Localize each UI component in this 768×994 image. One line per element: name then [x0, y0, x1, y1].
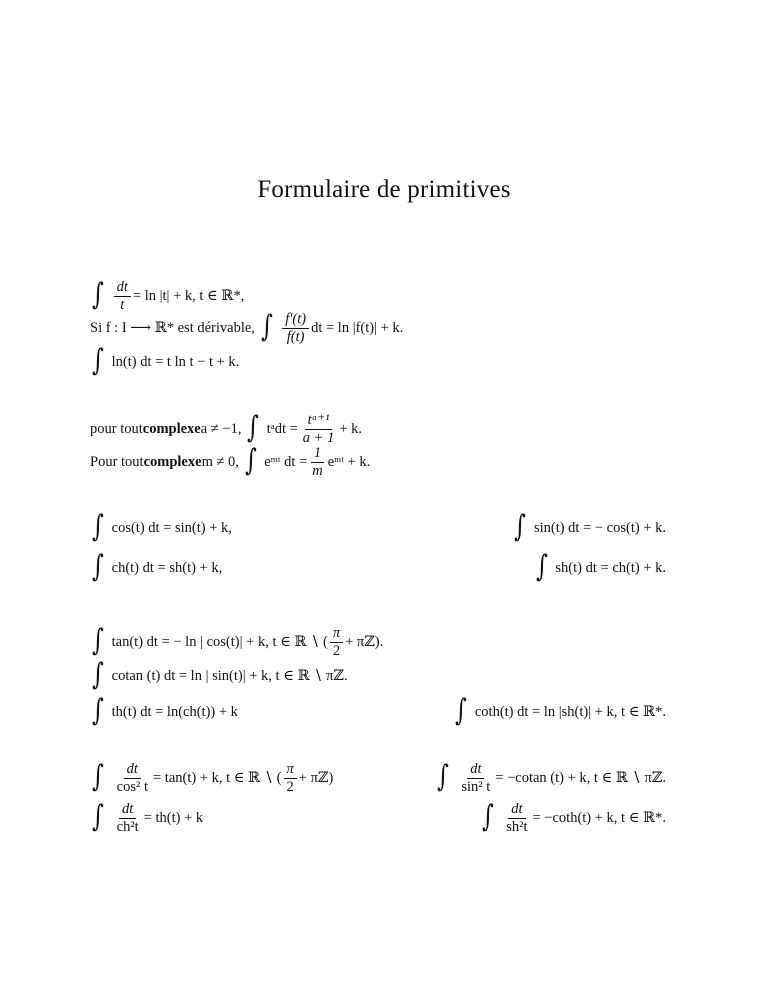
integral-icon: ∫: [247, 410, 259, 445]
fraction: $\frac{1}{m}$: [312, 444, 323, 479]
formula-condition: Si f : I ⟶ ℝ* est dérivable,: [90, 319, 255, 336]
formula-text: = tan(t) + k, t ∈ ℝ ∖ (: [152, 769, 282, 786]
formula-condition: m ≠ 0,: [201, 453, 239, 470]
formula-text: eᵐᵗ + k.: [327, 453, 371, 470]
formula-text: coth(t) dt = ln |sh(t)| + k, t ∈ ℝ*.: [474, 703, 666, 720]
formula-th: [90, 690, 238, 734]
integral-icon: ∫: [91, 799, 104, 834]
integral-icon: ∫: [91, 509, 104, 544]
formula-text: tan(t) dt = − ln | cos(t)| + k, t ∈ ℝ ∖ (: [111, 633, 328, 650]
bold-word: complexe: [143, 453, 202, 470]
integral-icon: ∫: [535, 549, 548, 584]
integral-icon: ∫: [91, 759, 104, 794]
fraction: $\frac{\pi}{2}$: [284, 761, 297, 795]
formula-ch: [90, 546, 222, 590]
formula-ln-integral: [90, 340, 239, 384]
formula-sin: [512, 506, 666, 550]
fraction: $\frac{dt}{t}$: [114, 279, 131, 313]
integral-icon: ∫: [91, 277, 104, 312]
formula-exp: [90, 440, 370, 484]
formula-text: ln(t) dt = t ln t − t + k.: [111, 353, 240, 370]
formula-text: sh(t) dt = ch(t) + k.: [555, 559, 666, 576]
formula-text: cos(t) dt = sin(t) + k,: [111, 519, 232, 536]
integral-icon: ∫: [436, 759, 449, 794]
bold-word: complexe: [142, 420, 201, 437]
fraction: $\frac{dt}{\text{ch²t}}$: [116, 800, 139, 835]
formula-text: + πℤ): [298, 769, 334, 786]
fraction: $\frac{dt}{\text{cos² t}}$: [116, 760, 148, 795]
formula-text: = −cotan (t) + k, t ∈ ℝ ∖ πℤ.: [495, 769, 666, 786]
fraction: $\frac{\pi}{2}$: [330, 625, 343, 659]
formula-text: = −coth(t) + k, t ∈ ℝ*.: [532, 809, 666, 826]
formula-text: eᵐᵗ dt =: [264, 453, 308, 470]
fraction: $\frac{f'(t)}{f(t)}$: [282, 311, 309, 345]
integral-icon: ∫: [91, 623, 104, 658]
integral-icon: ∫: [91, 343, 104, 378]
formula-cos: [90, 506, 232, 550]
formula-text: cotan (t) dt = ln | sin(t)| + k, t ∈ ℝ ∖ πℤ.: [111, 667, 348, 684]
fraction: $\frac{\text{tᵃ⁺¹}}{a + 1}$: [302, 411, 335, 446]
page-title: Formulaire de primitives: [257, 176, 511, 203]
formula-text: = th(t) + k: [143, 809, 204, 826]
formula-text: th(t) dt = ln(ch(t)) + k: [111, 703, 238, 720]
formula-coth: [453, 690, 666, 734]
integral-icon: ∫: [91, 693, 104, 728]
formula-inv-sin2: [435, 756, 666, 800]
integral-icon: ∫: [260, 309, 273, 344]
formula-text: + k.: [339, 420, 363, 437]
integral-icon: ∫: [481, 799, 494, 834]
formula-text: ch(t) dt = sh(t) + k,: [111, 559, 223, 576]
formula-text: dt = ln |f(t)| + k.: [311, 319, 404, 336]
fraction: $\frac{dt}{\text{sh²t}}$: [506, 800, 528, 835]
integral-icon: ∫: [91, 549, 104, 584]
formula-text: Pour tout: [90, 453, 144, 470]
formula-condition: a ≠ −1,: [200, 420, 242, 437]
integral-icon: ∫: [244, 443, 257, 478]
formula-text: = ln |t| + k, t ∈ ℝ*,: [132, 287, 245, 304]
formula-inv-ch2: [90, 796, 203, 840]
integral-icon: ∫: [455, 693, 467, 728]
formula-text: pour tout: [90, 420, 143, 437]
fraction: $\frac{dt}{\text{sin² t}}$: [461, 760, 491, 795]
formula-inv-cos2: [90, 756, 333, 800]
integral-icon: ∫: [91, 657, 104, 692]
formula-inv-sh2: [480, 796, 666, 840]
formula-text: sin(t) dt = − cos(t) + k.: [533, 519, 666, 536]
integral-icon: ∫: [514, 509, 526, 544]
formula-text: tᵃdt =: [266, 420, 298, 437]
formula-text: + πℤ).: [345, 633, 384, 650]
formula-sh: [534, 546, 666, 590]
